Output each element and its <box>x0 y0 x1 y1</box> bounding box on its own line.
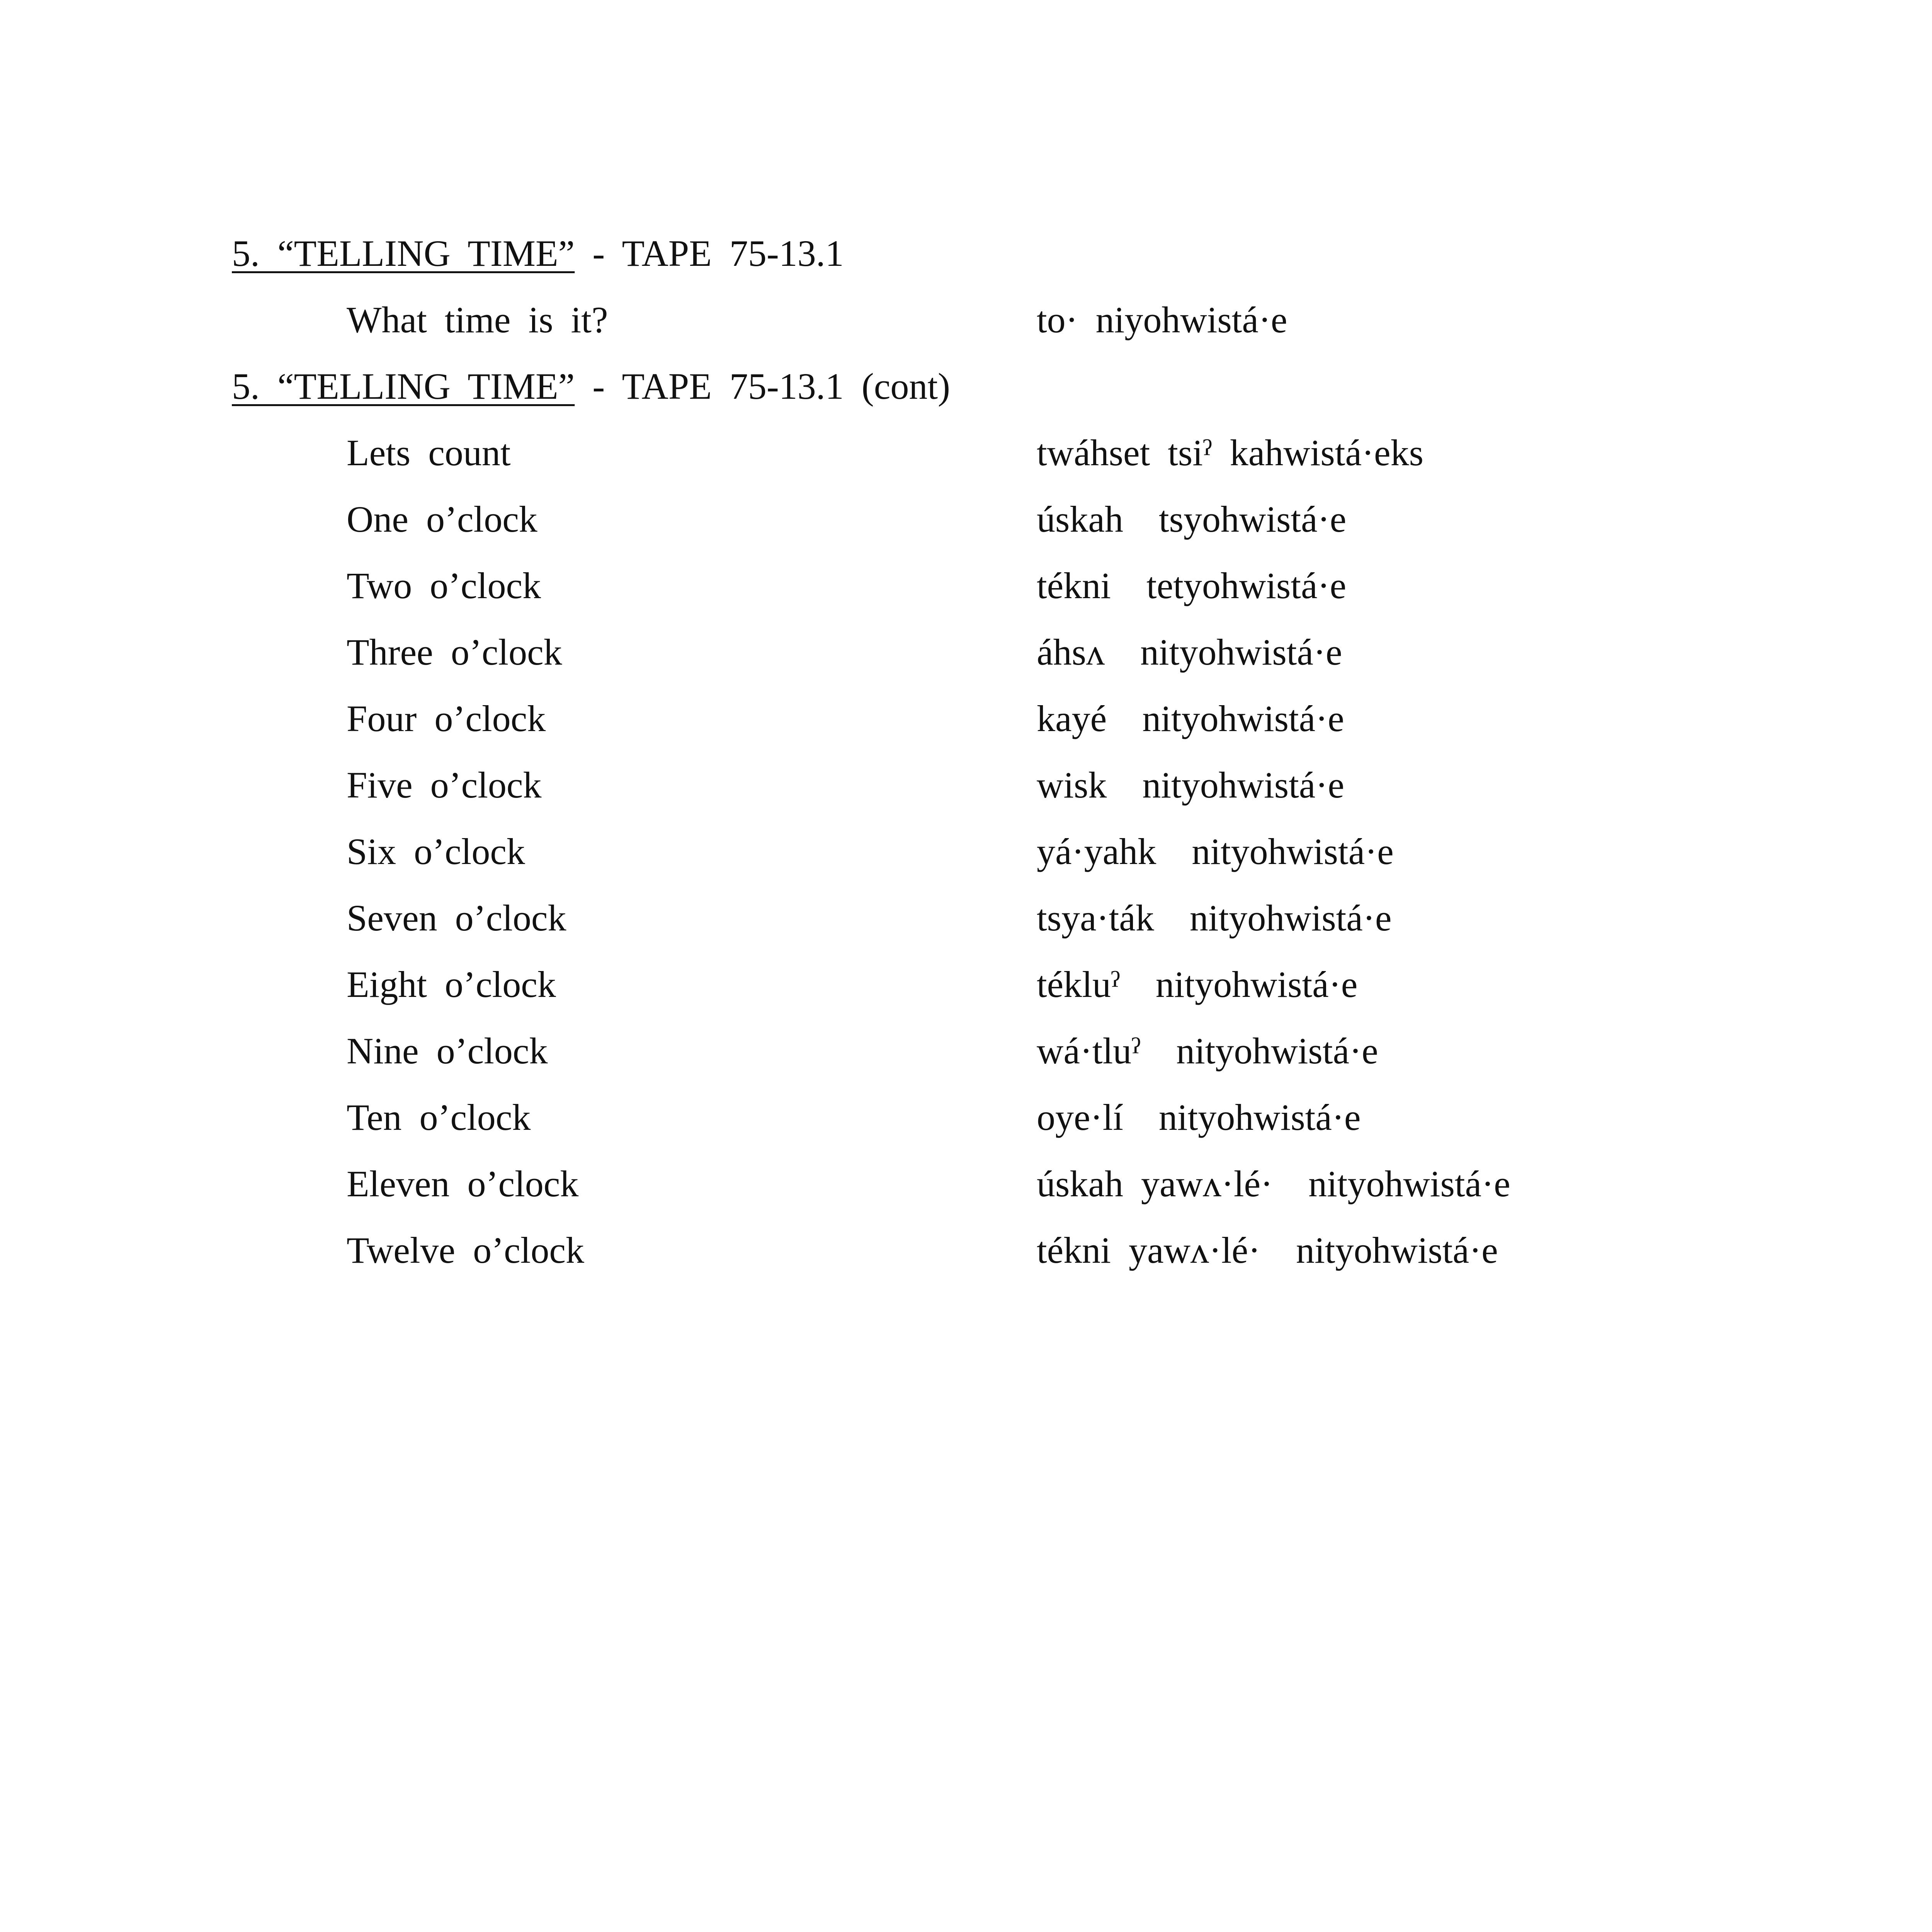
english-phrase: Two o’clock <box>347 565 541 606</box>
section-heading-text <box>232 220 844 287</box>
vocabulary-row <box>0 685 1932 752</box>
mohawk-translation: tékni tetyohwistá·e <box>1037 565 1347 606</box>
vocabulary-row <box>0 885 1932 951</box>
mohawk-translation: tékluˀ nityohwistá·e <box>1037 964 1358 1005</box>
tape-reference: - TAPE 75-13.1 <box>575 233 844 274</box>
english-phrase: What time is it? <box>347 299 608 340</box>
vocabulary-row <box>0 752 1932 818</box>
english-phrase: Twelve o’clock <box>347 1230 585 1271</box>
tape-reference: - TAPE 75-13.1 (cont) <box>575 366 951 407</box>
vocabulary-row <box>0 287 1932 353</box>
section-title: 5. “TELLING TIME” <box>232 366 575 407</box>
vocabulary-row <box>0 951 1932 1018</box>
mohawk-translation: úskah tsyohwistá·e <box>1037 498 1347 540</box>
vocabulary-row <box>0 420 1932 486</box>
english-phrase: Seven o’clock <box>347 897 566 939</box>
english-phrase: Eight o’clock <box>347 964 556 1005</box>
vocabulary-row <box>0 619 1932 685</box>
mohawk-translation: wisk nityohwistá·e <box>1037 764 1344 806</box>
section-heading <box>0 353 1932 420</box>
english-phrase: Five o’clock <box>347 764 542 806</box>
mohawk-translation: tékni yawʌ·lé· nityohwistá·e <box>1037 1230 1498 1271</box>
vocabulary-row <box>0 553 1932 619</box>
mohawk-translation: yá·yahk nityohwistá·e <box>1037 831 1394 872</box>
mohawk-translation: oye·lí nityohwistá·e <box>1037 1097 1361 1138</box>
vocabulary-row <box>0 1018 1932 1084</box>
mohawk-translation: kayé nityohwistá·e <box>1037 698 1344 739</box>
english-phrase: Lets count <box>347 432 511 473</box>
english-phrase: Six o’clock <box>347 831 525 872</box>
mohawk-translation: to· niyohwistá·e <box>1037 299 1287 340</box>
english-phrase: One o’clock <box>347 498 537 540</box>
vocabulary-row <box>0 1084 1932 1151</box>
english-phrase: Nine o’clock <box>347 1030 548 1071</box>
english-phrase: Four o’clock <box>347 698 546 739</box>
vocabulary-row <box>0 1151 1932 1217</box>
section-heading-text <box>232 353 950 420</box>
section-title: 5. “TELLING TIME” <box>232 233 575 274</box>
english-phrase: Three o’clock <box>347 631 562 673</box>
section-heading <box>0 220 1932 287</box>
vocabulary-row <box>0 1217 1932 1284</box>
mohawk-translation: úskah yawʌ·lé· nityohwistá·e <box>1037 1163 1510 1204</box>
english-phrase: Eleven o’clock <box>347 1163 579 1204</box>
mohawk-translation: tsya·ták nityohwistá·e <box>1037 897 1392 939</box>
mohawk-translation: twáhset tsiˀ kahwistá·eks <box>1037 432 1423 473</box>
mohawk-translation: wá·tluˀ nityohwistá·e <box>1037 1030 1378 1071</box>
vocabulary-row <box>0 818 1932 885</box>
vocabulary-row <box>0 486 1932 553</box>
mohawk-translation: áhsʌ nityohwistá·e <box>1037 631 1342 673</box>
english-phrase: Ten o’clock <box>347 1097 531 1138</box>
